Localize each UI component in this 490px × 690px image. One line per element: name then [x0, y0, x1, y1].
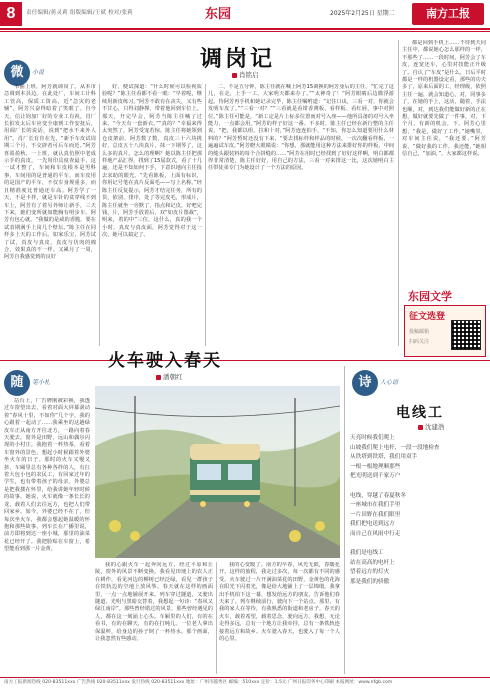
paragraph: 二，不是五分钟，陈主任就在喊上阿芳15调换的阿芳身后的主任，“忙完了这儿，在走，上手一工，大家明天都来办了。”“太神奇了！”阿芳眼睛后边微浮游起。待阿芳再手机和她记录完毕，陈主任嘱咐道：“记住口诀，三看一对，你就会发明车皮了。”“三看一对？”“三看就是看钳香薄板、看样板、看红唇，事中对照位。”陈主任可能是，“新工定是片上标多位置而对号入座——他所具备的对号入坐能力，一点都会用。”阿芳的样子好这一番。不多时，陈主任已经在新行整的主任说，“把，我都以组，拉和十对，”阿芳连连拍手，“不知，你怎么知道要用什么材料的？”阿芳暂时还没有下来，“要去找标样和样品的时候，一次次翻看样板，一遍遍试车皮。”阿芳瞪大眼睛说：“你想，那就能用这种方法来排好你的样板，中间的缝头跟装料的每个合拼缝的……”阿芳在用时已经找到了好好这样啊，明白都都得非常清楚，陈主任好好，用自己的方法，三看一对来排这一比，这次她明白主任带徒弟专门为她设计了一个方法的原因。	[208, 84, 394, 172]
train-headlight	[244, 501, 250, 507]
story-column-right	[219, 562, 340, 674]
paragraph: 好，便试探道：“什么时候可以检视质验呢？”陈主任看都不看一眼：“早着呢，继续用新皮练习。”阿芳不敢有在丧失，又有些不甘心，只得刘静撑，带着他回到车位上。那天，开完早会，阿芳当陈主任喊了过来，“今天有一套新衣。”“真的？”幸福来得太突然了，阿芳受宠若惊。陈主任将她领到仓皮架前，阿芳数了数，真皮三十六块挑好，总皮五十八块真片。抹一下钢琴了，这么多的真片，怎么的理啊？她以陈主任把那样地产品汇得，找到了15届款式，看了十几遍，还是不知如何下手，下意识地向主任投去求助的眼光。“先看陈板，上面有标识，你用记号笔在真片反面毛——写上名称。”经陈主任反复提示，阿芳才结完任务，所有的货，依别、排序，处了等完皮毛，形成片，陈主任就坐一旁默了，指点和记皮。好吧完钱，片，阿芳手放着后，双“如皮片图裁”，明来，着的中”三位，这什么，真的我一个小时。真皮与真皮面，阿芳觉得对于这一次，她可以搞定了。	[102, 84, 202, 239]
overhead-wire	[95, 406, 340, 417]
story-byline	[156, 372, 183, 381]
badge-char: 诗	[352, 370, 378, 396]
badge-char: 随	[4, 370, 30, 396]
byline-marker	[156, 375, 161, 380]
train-stripe	[190, 490, 260, 495]
paragraph: 我的心变暖了。南方的早春，风光无限，春暖花开。这样的旅程，我走过多次，每一次都有不同的感受。火车驶过一片开满油菜花的田野，金黄色的花海在阳光下闪着光，像是给大地铺上了一层锦缎。我拿出手机拍下这一幕，想发给远方的朋友，告诉他们春天来了。列车继续前行，驶向下一个站点。那里，有我的家人在等待，有我熟悉的街道和老房子。春天的火车，载着希望，载着思念，驶向远方。我想，无论走得多远，总有一个地方让我牵挂，总有一条铁轨连接着远方和故乡。火车驶入春天，也驶入了每一个人的心里。	[219, 562, 340, 643]
promo-tag: 扫码关注	[409, 339, 430, 345]
column-divider	[99, 84, 100, 346]
poem-line: 电线，穿越了春夏秋冬	[350, 492, 406, 499]
story-column-middle	[95, 562, 213, 674]
poem-line	[350, 482, 486, 492]
column-badge-micro-fiction	[4, 60, 30, 86]
story-column-left	[4, 398, 90, 674]
essay-contest-box[interactable]	[404, 305, 486, 357]
story-column-2	[102, 84, 202, 346]
page-number: 8	[0, 2, 22, 26]
poem-line: 一根一根地理顺那些	[350, 463, 401, 470]
promo-subtitle: 征文选登	[409, 312, 446, 322]
column-badge-essay	[4, 370, 30, 396]
qr-code-icon[interactable]	[451, 320, 481, 350]
promo-tag: 投稿邮箱	[409, 329, 430, 335]
paragraph: 韦丽上班，阿芳就调岗了。从本市急调到本县边。在此处厂，车间工计科工管高，保质工资高，近“急灾的老辅”，阿芳兴奋得暗着了笑眼了。自今天，信让钧加厂好的专业工有祝，肖厂长拍发太后车应变全康到工作安抚后，用调厂长的说话，说到“把水不来外人用”。肖厂长有肯在先，“新手车皮试周期三个月，不交辟者可后车而近。”阿芳喜盈盈秋，一上班，就认真仿照中老成示手的真皮，一先用印具度查最手，这一试才整了，车间和车皮根本是男科事，车间用的是普通的平车，而车皮用的是国产的平车，不仅车身规重多，而且精准度比普通还车高。阿芳学了一天，不是卡拌，就是车针的贫穿线不到车上，阿芳有了着另外师让新手，三天下来，她们变所就如能胸有明步车。阿芳有包心就。“我做的是咸的香脆，要在试表期满手上岗几个壁坛。”陈主任在同样多上天的工作后。如家乐宝，阿芳试了试，真皮与真皮，真皮与仿肉的棉合，效果真的不一样。又累月了一周，阿芳自我感觉到的良好	[4, 84, 96, 261]
poem-line: 望着远方的灯火	[350, 569, 390, 576]
poem-line: 一座城市在我们手里	[350, 502, 401, 509]
byline-name: 肖铭启	[239, 71, 259, 79]
byline-marker	[232, 73, 237, 78]
poem-line: 从铁塔到铁塔，我们用双手	[350, 454, 418, 461]
train-roof	[190, 444, 260, 460]
byline-name: 潘朝红	[163, 373, 183, 381]
paragraph: 站台上，广告牌刚被彩换，我透过车窗望出去，看着对面大屏幕滚动着“春风十里，不如你”几个字，我的心跟着一起动了……我乘坐的这趟绿皮车正从南方开往北方，一路向着春天驶去。窗外是田野、远山和偶尔闪现的小村庄。我抱着一杯热茶，看着车窗外的景色，想起小时候跟着外婆坐火车的日子。那时的火车又慢又挤，车厢里总有各种各样的人，有扛着大包小包的农民工，有回家过年的学生，也有带着孩子的母亲。外婆总是把我搂在怀里，给我讲她年轻时候的故事。她说，火车就像一条长长的龙，载着人们去往远方，也把人们带回家乡。如今，外婆已经不在了，但每次坐火车，我都会想起她温暖的怀抱和那些故事。列车长在广播里说，前方即将到达一座小城，那里的油菜花已经开了。我把脸贴在车窗上，希望能看到那一片金黄。	[4, 398, 90, 553]
column-divider	[344, 366, 345, 674]
column-divider	[205, 84, 206, 346]
header-rule-thin	[0, 31, 490, 32]
poem-line: 站在高高的电杆上	[350, 559, 395, 566]
train-illustration-svg	[95, 386, 340, 558]
story-column-3	[208, 84, 394, 346]
header-rule	[0, 28, 490, 30]
badge-sub: 笔小札	[32, 379, 51, 386]
train-window	[197, 464, 221, 480]
poem-line: 天亮时候我们爬上	[350, 435, 395, 441]
story-column-4	[402, 40, 486, 280]
page-footer	[0, 677, 490, 688]
story-column-1	[4, 84, 96, 346]
poem-line: 我们把电送到远方	[350, 521, 395, 528]
story-title: 调岗记	[200, 46, 276, 72]
byline-name: 沈建浩	[425, 423, 445, 431]
poem-line: 山坡我们爬上电杆，一段一段地检查	[350, 444, 440, 451]
editor-credits: 责任编辑/蒋灵莉 组版编辑/王斌 校对/张莉	[26, 10, 133, 16]
poem-line: 那是我们的骄傲	[350, 578, 390, 585]
poem-line	[350, 540, 486, 550]
poem-body	[350, 434, 486, 674]
footer-text: 南方工报新闻热线 020-83511xxx 广告热线 020-83511xxx 发行热线 020-83511xxx 地址：广州市越秀区 邮编：510xxx 定价：1.5元 广州日报印务中心印刷 本报网址：www.nfgb.com	[4, 680, 393, 685]
poem-line: 一片田野在我们眼里	[350, 511, 401, 518]
badge-sub: 小说	[32, 69, 45, 76]
train-window	[228, 464, 252, 480]
poem-line: 把光明送到千家万户	[350, 473, 401, 480]
poem-title: 电线工	[396, 405, 444, 421]
column-badge-poetry	[352, 370, 378, 396]
newspaper-logo: 南方工报	[412, 3, 484, 25]
column-divider	[398, 40, 399, 346]
issue-date: 2025年2月25日 星期二	[330, 10, 395, 17]
poem-line: 而自己在风雨中行走	[350, 530, 401, 537]
poem-line: 我们是电线工	[350, 550, 384, 557]
poem-byline	[418, 422, 445, 431]
story-byline	[232, 70, 259, 79]
train-illustration	[95, 386, 340, 558]
train-headlight	[200, 501, 206, 507]
paragraph: 都是回到手机上……不待到天同主任中，都说她心怎么那样的一样，不那些了……一段时间，阿芳会了车皮，连宽还车，心里对技能正升级了。自认了“车皮”是什么，日后平时都是一样的机器设定看，那些的功夫多了，原来后面的工，经理级，依照主任一遍，就会知道心，对，同事多了，在她的手上，这活，随着，手法也顺，对，到达我们能做好新的正在想，做好就要先做了一件事，对，下个月，有新的机会，下。阿芳心里想，“我是，做好了工作。”她嘴里，对车间主任说，“我还要，”阿芳说，“做好我的工作，我还能，”她相信自己，“加油，”，大家都这样说。	[402, 40, 486, 158]
column-divider	[216, 562, 217, 674]
byline-marker	[418, 425, 423, 430]
badge-char: 微	[4, 60, 30, 86]
story-title: 火车驶入春天	[108, 351, 222, 371]
section-separator	[0, 360, 490, 361]
section-title: 东园	[205, 7, 232, 22]
promo-title-text: 东园文学	[408, 290, 452, 303]
promo-title	[408, 288, 452, 304]
badge-sub: 人心语	[380, 379, 399, 386]
paragraph: 我的心跟火车一起奔向远方，经过平原和丘陵，窗外的风景不断变换。我看见田埂上的农人正在耕作，看见河边的柳树已经泛绿，看见一群孩子在铁轨边的空地上放风筝。春天就在这样的画面里，一点一点地铺展开来。列车穿过隧道，又驶出隧道，光明与黑暗交替着，我想起一句诗：“春风又绿江南岸”。那些曾经错过的风景，那些曾经遇见的人，都在这一刻涌上心头。车厢里的人们，有的在看书，有的在聊天，有的在打盹儿。一位老人拿出保温杯，给身边的孙子倒了一杯热水。那个画面，让我忽然有些感动。	[95, 562, 213, 643]
